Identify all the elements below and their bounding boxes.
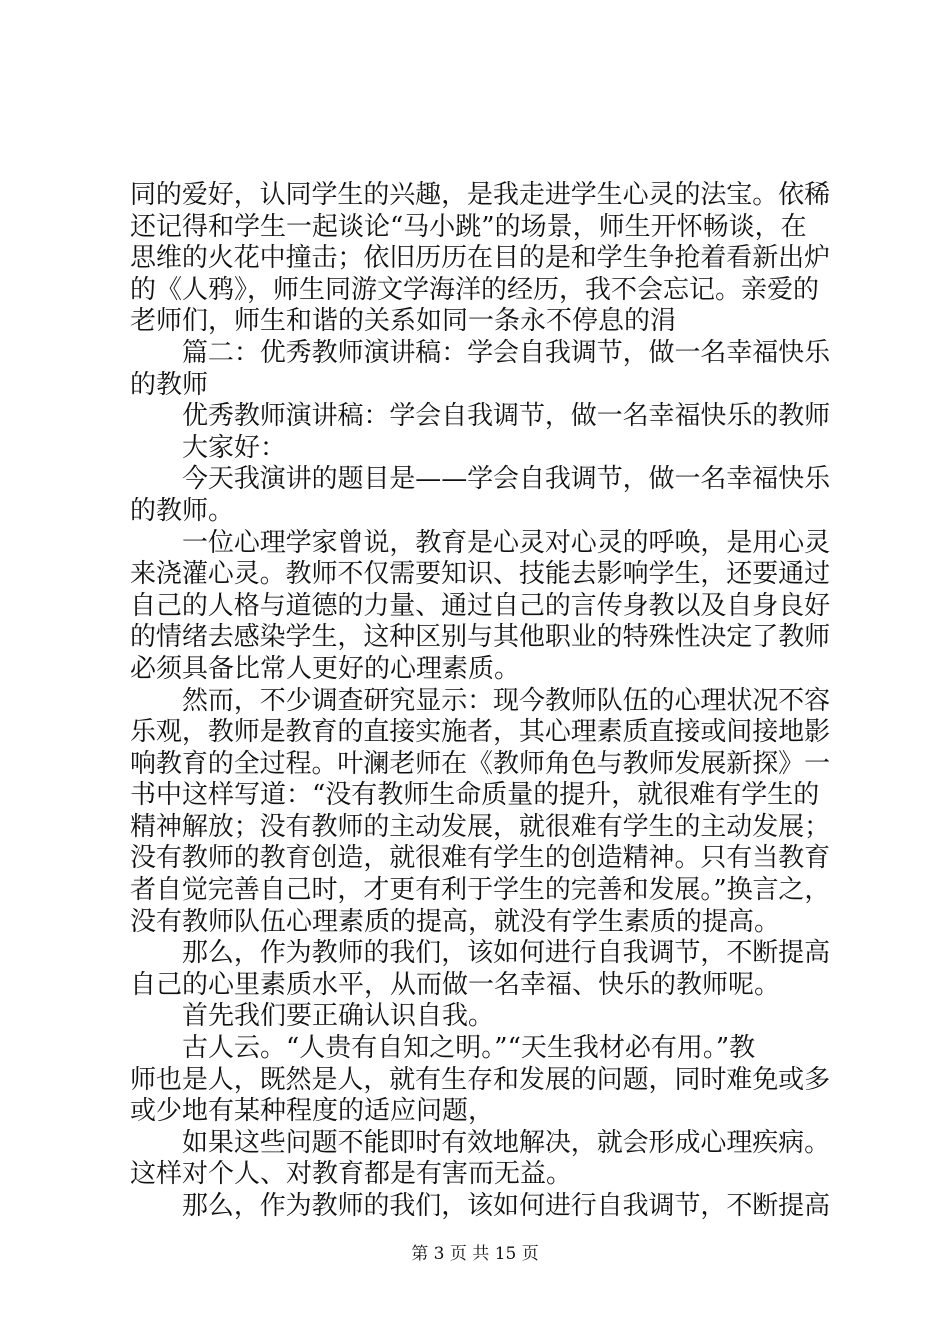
text-line: 老师们，师生和谐的关系如同一条永不停息的涓 xyxy=(130,306,677,337)
text-line: 乐观，教师是教育的直接实施者，其心理素质直接或间接地影 xyxy=(130,717,831,748)
page-number-label: 第 3 页 共 15 页 xyxy=(411,1244,539,1264)
text-line: 古人云。“人贵有自知之明。”“天生我材必有用。”教 xyxy=(182,1033,756,1064)
text-line: 的教师。 xyxy=(130,495,235,526)
text-line: 没有教师队伍心理素质的提高，就没有学生素质的提高。 xyxy=(130,906,781,937)
text-line: 精神解放；没有教师的主动发展，就很难有学生的主动发展； xyxy=(130,811,831,842)
text-line: 的情绪去感染学生，这种区别与其他职业的特殊性决定了教师 xyxy=(130,622,831,653)
text-line: 思维的火花中撞击；依旧历历在目的是和学生争抢着看新出炉 xyxy=(130,243,831,274)
text-line: 自己的心里素质水平，从而做一名幸福、快乐的教师呢。 xyxy=(130,969,781,1000)
text-line: 大家好： xyxy=(182,432,287,463)
page-footer xyxy=(0,1243,950,1265)
text-line: 那么，作为教师的我们，该如何进行自我调节，不断提高 xyxy=(182,938,831,969)
text-line: 书中这样写道：“没有教师生命质量的提升，就很难有学生的 xyxy=(130,780,820,811)
text-line: 篇二：优秀教师演讲稿：学会自我调节，做一名幸福快乐 xyxy=(182,337,831,368)
text-line: 同的爱好，认同学生的兴趣，是我走进学生心灵的法宝。依稀 xyxy=(130,180,831,210)
text-line: 今天我演讲的题目是——学会自我调节，做一名幸福快乐 xyxy=(182,464,831,495)
text-line: 或少地有某种程度的适应问题， xyxy=(130,1096,495,1127)
text-line: 那么，作为教师的我们，该如何进行自我调节，不断提高 xyxy=(182,1191,831,1221)
text-line: 者自觉完善自己时，才更有利于学生的完善和发展。”换言之， xyxy=(130,875,831,906)
text-line: 首先我们要正确认识自我。 xyxy=(182,1001,495,1032)
text-line: 如果这些问题不能即时有效地解决，就会形成心理疾病。 xyxy=(182,1127,831,1158)
text-line: 的《人鸦》，师生同游文学海洋的经历，我不会忘记。亲爱的 xyxy=(130,274,820,305)
text-line: 优秀教师演讲稿：学会自我调节，做一名幸福快乐的教师 xyxy=(182,401,831,432)
text-line: 师也是人，既然是人，就有生存和发展的问题，同时难免或多 xyxy=(130,1064,831,1095)
text-line: 然而，不少调查研究显示：现今教师队伍的心理状况不容 xyxy=(182,685,831,716)
text-line: 的教师 xyxy=(130,369,209,400)
text-line: 必须具备比常人更好的心理素质。 xyxy=(130,653,521,684)
text-line: 这样对个人、对教育都是有害而无益。 xyxy=(130,1159,573,1190)
text-line: 自己的人格与道德的力量、通过自己的言传身教以及自身良好 xyxy=(130,590,831,621)
text-line: 来浇灌心灵。教师不仅需要知识、技能去影响学生，还要通过 xyxy=(130,559,831,590)
text-line: 还记得和学生一起谈论“马小跳”的场景，师生开怀畅谈，在 xyxy=(130,211,807,242)
text-line: 没有教师的教育创造，就很难有学生的创造精神。只有当教育 xyxy=(130,843,831,874)
document-body xyxy=(130,180,830,1223)
text-line: 响教育的全过程。叶澜老师在《教师角色与教师发展新探》一 xyxy=(130,748,831,779)
text-line: 一位心理学家曾说，教育是心灵对心灵的呼唤，是用心灵 xyxy=(182,527,831,558)
